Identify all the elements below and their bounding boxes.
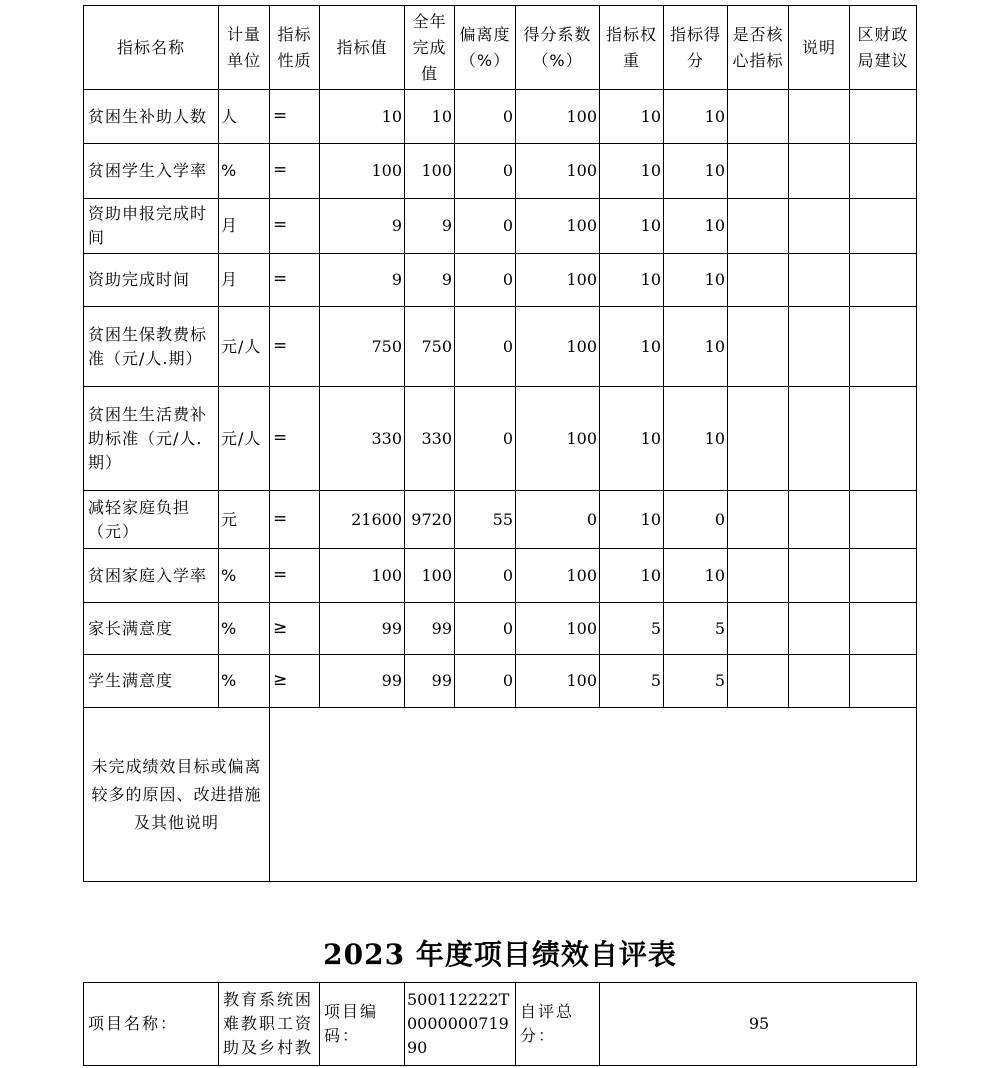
notes-row	[84, 708, 917, 882]
row-actual-value: 9	[405, 199, 455, 254]
row-target-value: 100	[320, 144, 405, 199]
row-weight: 10	[600, 549, 664, 603]
table-row	[84, 144, 917, 199]
row-unit: %	[219, 549, 270, 603]
row-nature: ≥	[270, 655, 320, 708]
row-remark	[789, 655, 850, 708]
table-row	[84, 307, 917, 387]
row-score-coefficient: 100	[516, 655, 600, 708]
row-weight: 10	[600, 254, 664, 307]
row-unit: 人	[219, 90, 270, 144]
row-remark	[789, 144, 850, 199]
header-target-value: 指标值	[320, 6, 405, 90]
row-remark	[789, 549, 850, 603]
row-finance-suggestion	[850, 655, 917, 708]
row-core-indicator	[728, 254, 789, 307]
row-actual-value: 9	[405, 254, 455, 307]
table-row	[84, 491, 917, 549]
project-info-row	[84, 983, 917, 1066]
row-nature: =	[270, 491, 320, 549]
row-finance-suggestion	[850, 144, 917, 199]
row-indicator-name: 贫困生生活费补助标准（元/人.期）	[84, 387, 219, 491]
row-deviation: 0	[455, 199, 516, 254]
row-core-indicator	[728, 549, 789, 603]
row-core-indicator	[728, 491, 789, 549]
project-name-value: 教育系统困难教职工资助及乡村教	[219, 983, 320, 1066]
row-score: 10	[664, 307, 728, 387]
row-indicator-name: 贫困学生入学率	[84, 144, 219, 199]
row-score-coefficient: 0	[516, 491, 600, 549]
row-target-value: 9	[320, 199, 405, 254]
header-actual-value: 全年完成值	[405, 6, 455, 90]
row-weight: 10	[600, 90, 664, 144]
row-nature: =	[270, 254, 320, 307]
row-core-indicator	[728, 144, 789, 199]
row-unit: 元/人	[219, 387, 270, 491]
table-row	[84, 549, 917, 603]
row-core-indicator	[728, 655, 789, 708]
row-remark	[789, 307, 850, 387]
project-name-label: 项目名称：	[84, 983, 219, 1066]
row-weight: 10	[600, 144, 664, 199]
row-indicator-name: 学生满意度	[84, 655, 219, 708]
row-target-value: 10	[320, 90, 405, 144]
row-unit: 月	[219, 254, 270, 307]
row-finance-suggestion	[850, 199, 917, 254]
row-indicator-name: 贫困生保教费标准（元/人.期）	[84, 307, 219, 387]
row-finance-suggestion	[850, 90, 917, 144]
row-nature: =	[270, 144, 320, 199]
row-score: 10	[664, 90, 728, 144]
row-remark	[789, 90, 850, 144]
table-row	[84, 90, 917, 144]
header-nature: 指标性质	[270, 6, 320, 90]
header-weight: 指标权重	[600, 6, 664, 90]
row-deviation: 0	[455, 603, 516, 655]
row-score-coefficient: 100	[516, 387, 600, 491]
row-nature: ≥	[270, 603, 320, 655]
row-actual-value: 99	[405, 655, 455, 708]
row-core-indicator	[728, 199, 789, 254]
row-deviation: 0	[455, 387, 516, 491]
row-remark	[789, 491, 850, 549]
project-code-value: 500112222T000000071990	[405, 983, 516, 1066]
row-score-coefficient: 100	[516, 90, 600, 144]
table-row	[84, 655, 917, 708]
notes-value	[270, 708, 917, 882]
row-indicator-name: 贫困家庭入学率	[84, 549, 219, 603]
header-remark: 说明	[789, 6, 850, 90]
row-unit: %	[219, 144, 270, 199]
row-target-value: 330	[320, 387, 405, 491]
table-row	[84, 199, 917, 254]
row-score: 5	[664, 655, 728, 708]
row-nature: =	[270, 90, 320, 144]
row-remark	[789, 199, 850, 254]
row-deviation: 0	[455, 307, 516, 387]
row-finance-suggestion	[850, 603, 917, 655]
row-score: 0	[664, 491, 728, 549]
row-actual-value: 330	[405, 387, 455, 491]
row-score-coefficient: 100	[516, 307, 600, 387]
row-indicator-name: 资助完成时间	[84, 254, 219, 307]
row-core-indicator	[728, 307, 789, 387]
row-score-coefficient: 100	[516, 254, 600, 307]
row-score: 5	[664, 603, 728, 655]
row-target-value: 100	[320, 549, 405, 603]
table-row	[84, 603, 917, 655]
row-indicator-name: 贫困生补助人数	[84, 90, 219, 144]
row-remark	[789, 603, 850, 655]
row-weight: 10	[600, 387, 664, 491]
project-code-label: 项目编码：	[320, 983, 405, 1066]
table-row	[84, 254, 917, 307]
row-target-value: 99	[320, 603, 405, 655]
header-indicator-name: 指标名称	[84, 6, 219, 90]
row-unit: %	[219, 603, 270, 655]
row-core-indicator	[728, 387, 789, 491]
notes-label: 未完成绩效目标或偏离较多的原因、改进措施及其他说明	[84, 708, 270, 882]
row-actual-value: 99	[405, 603, 455, 655]
row-unit: 元/人	[219, 307, 270, 387]
row-deviation: 0	[455, 90, 516, 144]
self-score-label: 自评总分：	[516, 983, 600, 1066]
row-weight: 10	[600, 307, 664, 387]
row-deviation: 0	[455, 655, 516, 708]
section-title: 2023 年度项目绩效自评表	[323, 938, 677, 971]
row-indicator-name: 家长满意度	[84, 603, 219, 655]
row-weight: 10	[600, 491, 664, 549]
row-nature: =	[270, 549, 320, 603]
row-deviation: 0	[455, 254, 516, 307]
row-actual-value: 100	[405, 144, 455, 199]
row-remark	[789, 254, 850, 307]
self-score-value: 95	[600, 983, 917, 1066]
row-target-value: 21600	[320, 491, 405, 549]
header-score: 指标得分	[664, 6, 728, 90]
row-target-value: 99	[320, 655, 405, 708]
row-actual-value: 750	[405, 307, 455, 387]
row-actual-value: 10	[405, 90, 455, 144]
row-weight: 10	[600, 199, 664, 254]
row-finance-suggestion	[850, 387, 917, 491]
row-target-value: 750	[320, 307, 405, 387]
header-deviation: 偏离度（%）	[455, 6, 516, 90]
row-finance-suggestion	[850, 549, 917, 603]
row-score: 10	[664, 199, 728, 254]
row-indicator-name: 减轻家庭负担（元）	[84, 491, 219, 549]
row-score: 10	[664, 144, 728, 199]
header-score-coefficient: 得分系数（%）	[516, 6, 600, 90]
row-unit: %	[219, 655, 270, 708]
table-header-row	[84, 6, 917, 90]
row-deviation: 0	[455, 549, 516, 603]
row-nature: =	[270, 387, 320, 491]
row-remark	[789, 387, 850, 491]
row-nature: =	[270, 199, 320, 254]
row-score-coefficient: 100	[516, 144, 600, 199]
row-indicator-name: 资助申报完成时间	[84, 199, 219, 254]
project-info-table	[83, 982, 917, 1066]
row-core-indicator	[728, 603, 789, 655]
row-finance-suggestion	[850, 254, 917, 307]
row-core-indicator	[728, 90, 789, 144]
row-finance-suggestion	[850, 307, 917, 387]
row-weight: 5	[600, 655, 664, 708]
row-unit: 元	[219, 491, 270, 549]
row-score-coefficient: 100	[516, 199, 600, 254]
row-score-coefficient: 100	[516, 549, 600, 603]
row-actual-value: 100	[405, 549, 455, 603]
row-score: 10	[664, 254, 728, 307]
row-actual-value: 9720	[405, 491, 455, 549]
row-unit: 月	[219, 199, 270, 254]
row-deviation: 55	[455, 491, 516, 549]
row-score: 10	[664, 549, 728, 603]
row-deviation: 0	[455, 144, 516, 199]
row-target-value: 9	[320, 254, 405, 307]
row-finance-suggestion	[850, 491, 917, 549]
table-row	[84, 387, 917, 491]
header-core-indicator: 是否核心指标	[728, 6, 789, 90]
row-nature: =	[270, 307, 320, 387]
row-score: 10	[664, 387, 728, 491]
row-weight: 5	[600, 603, 664, 655]
performance-indicator-table	[83, 5, 917, 882]
header-finance-suggestion: 区财政局建议	[850, 6, 917, 90]
row-score-coefficient: 100	[516, 603, 600, 655]
header-unit: 计量单位	[219, 6, 270, 90]
